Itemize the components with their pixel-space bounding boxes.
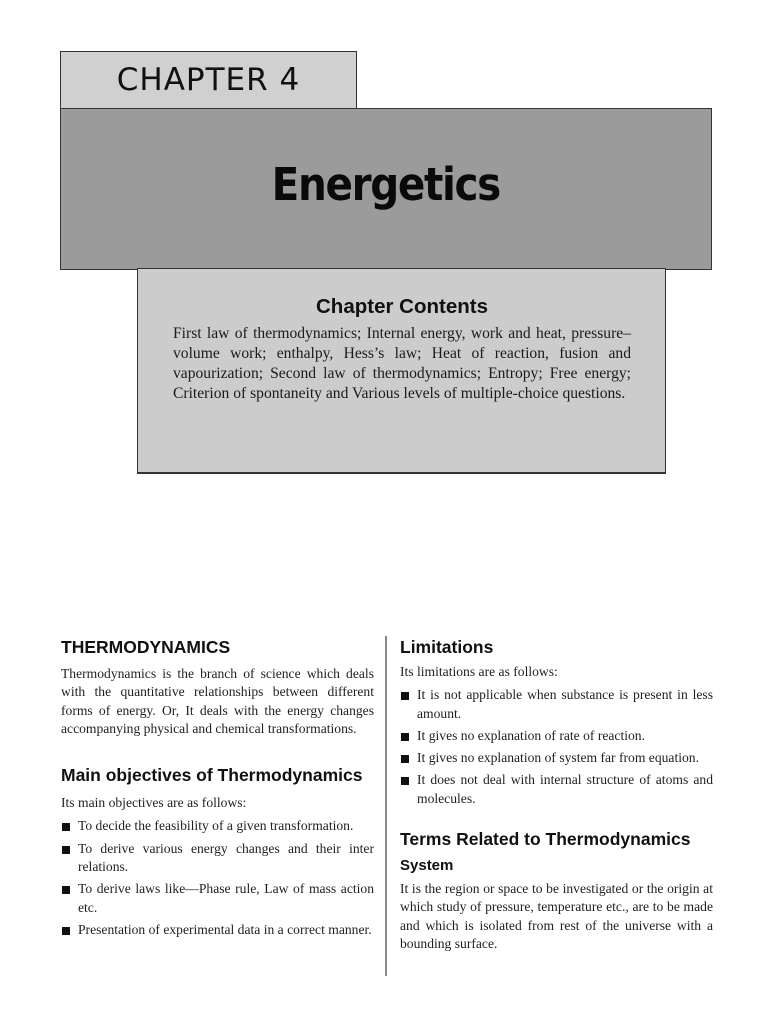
thermodynamics-heading: THERMODYNAMICS — [61, 637, 231, 657]
list-item — [400, 749, 713, 767]
list-item-text: To derive laws like—Phase rule, Law of mass action etc. — [78, 881, 374, 915]
chapter-label: CHAPTER 4 — [116, 62, 301, 98]
bullet-square-icon — [62, 823, 70, 831]
objectives-heading: Main objectives of Thermodynamics — [61, 765, 363, 786]
list-item-text: To derive various energy changes and their inter relations. — [78, 840, 374, 875]
bullet-square-icon — [401, 755, 409, 763]
thermodynamics-intro: Thermodynamics is the branch of science which deals with the quantitative relationships between different forms of energy. Or, It deals with the energy changes accompanying physical and chemical transformations. — [61, 666, 374, 736]
chapter-contents-heading: Chapter Contents — [316, 295, 488, 318]
limitations-lead: Its limitations are as follows: — [400, 664, 558, 679]
list-item — [61, 840, 374, 877]
list-item-text: Presentation of experimental data in a correct manner. — [78, 921, 372, 937]
right-column — [400, 636, 713, 953]
list-item-text: It does not deal with internal structure of atoms and molecules. — [417, 772, 713, 806]
terms-heading: Terms Related to Thermodynamics — [400, 829, 691, 850]
list-item-text: It is not applicable when substance is present in less amount. — [417, 687, 713, 721]
list-item — [61, 817, 374, 835]
list-item — [400, 727, 713, 745]
limitations-list — [400, 686, 713, 808]
objectives-list — [61, 817, 374, 939]
system-text: It is the region or space to be investigated or the origin at which study of pressure, temperature etc., are to be made and which is isolated from rest of the universe with a bounding surface. — [400, 881, 713, 951]
bullet-square-icon — [62, 927, 70, 935]
list-item — [400, 686, 713, 723]
list-item — [61, 921, 374, 939]
objectives-lead: Its main objectives are as follows: — [61, 795, 247, 811]
list-item — [400, 771, 713, 808]
bullet-square-icon — [401, 733, 409, 741]
left-column — [61, 636, 374, 943]
chapter-contents-text: First law of thermodynamics; Internal energy, work and heat, pressure–volume work; enthalpy, Hess’s law; Heat of reaction, fusion and vapourization; Second law of thermodynamics; Entropy; Free energy; Criterion of spontaneity and Various levels of multiple-choice questions. — [173, 325, 631, 402]
list-item-text: To decide the feasibility of a given transformation. — [78, 818, 354, 834]
bullet-square-icon — [401, 777, 409, 785]
chapter-contents-box — [137, 268, 666, 474]
column-divider — [385, 636, 387, 976]
list-item — [61, 880, 374, 917]
bullet-square-icon — [401, 692, 409, 700]
bullet-square-icon — [62, 846, 70, 854]
chapter-title: Energetics — [271, 157, 501, 211]
list-item-text: It gives no explanation of system far from equation. — [417, 750, 699, 766]
limitations-heading: Limitations — [400, 637, 494, 657]
list-item-text: It gives no explanation of rate of reaction. — [417, 727, 645, 743]
system-heading: System — [400, 857, 454, 875]
chapter-title-box — [60, 108, 712, 270]
chapter-label-tab — [60, 51, 357, 109]
bullet-square-icon — [62, 886, 70, 894]
